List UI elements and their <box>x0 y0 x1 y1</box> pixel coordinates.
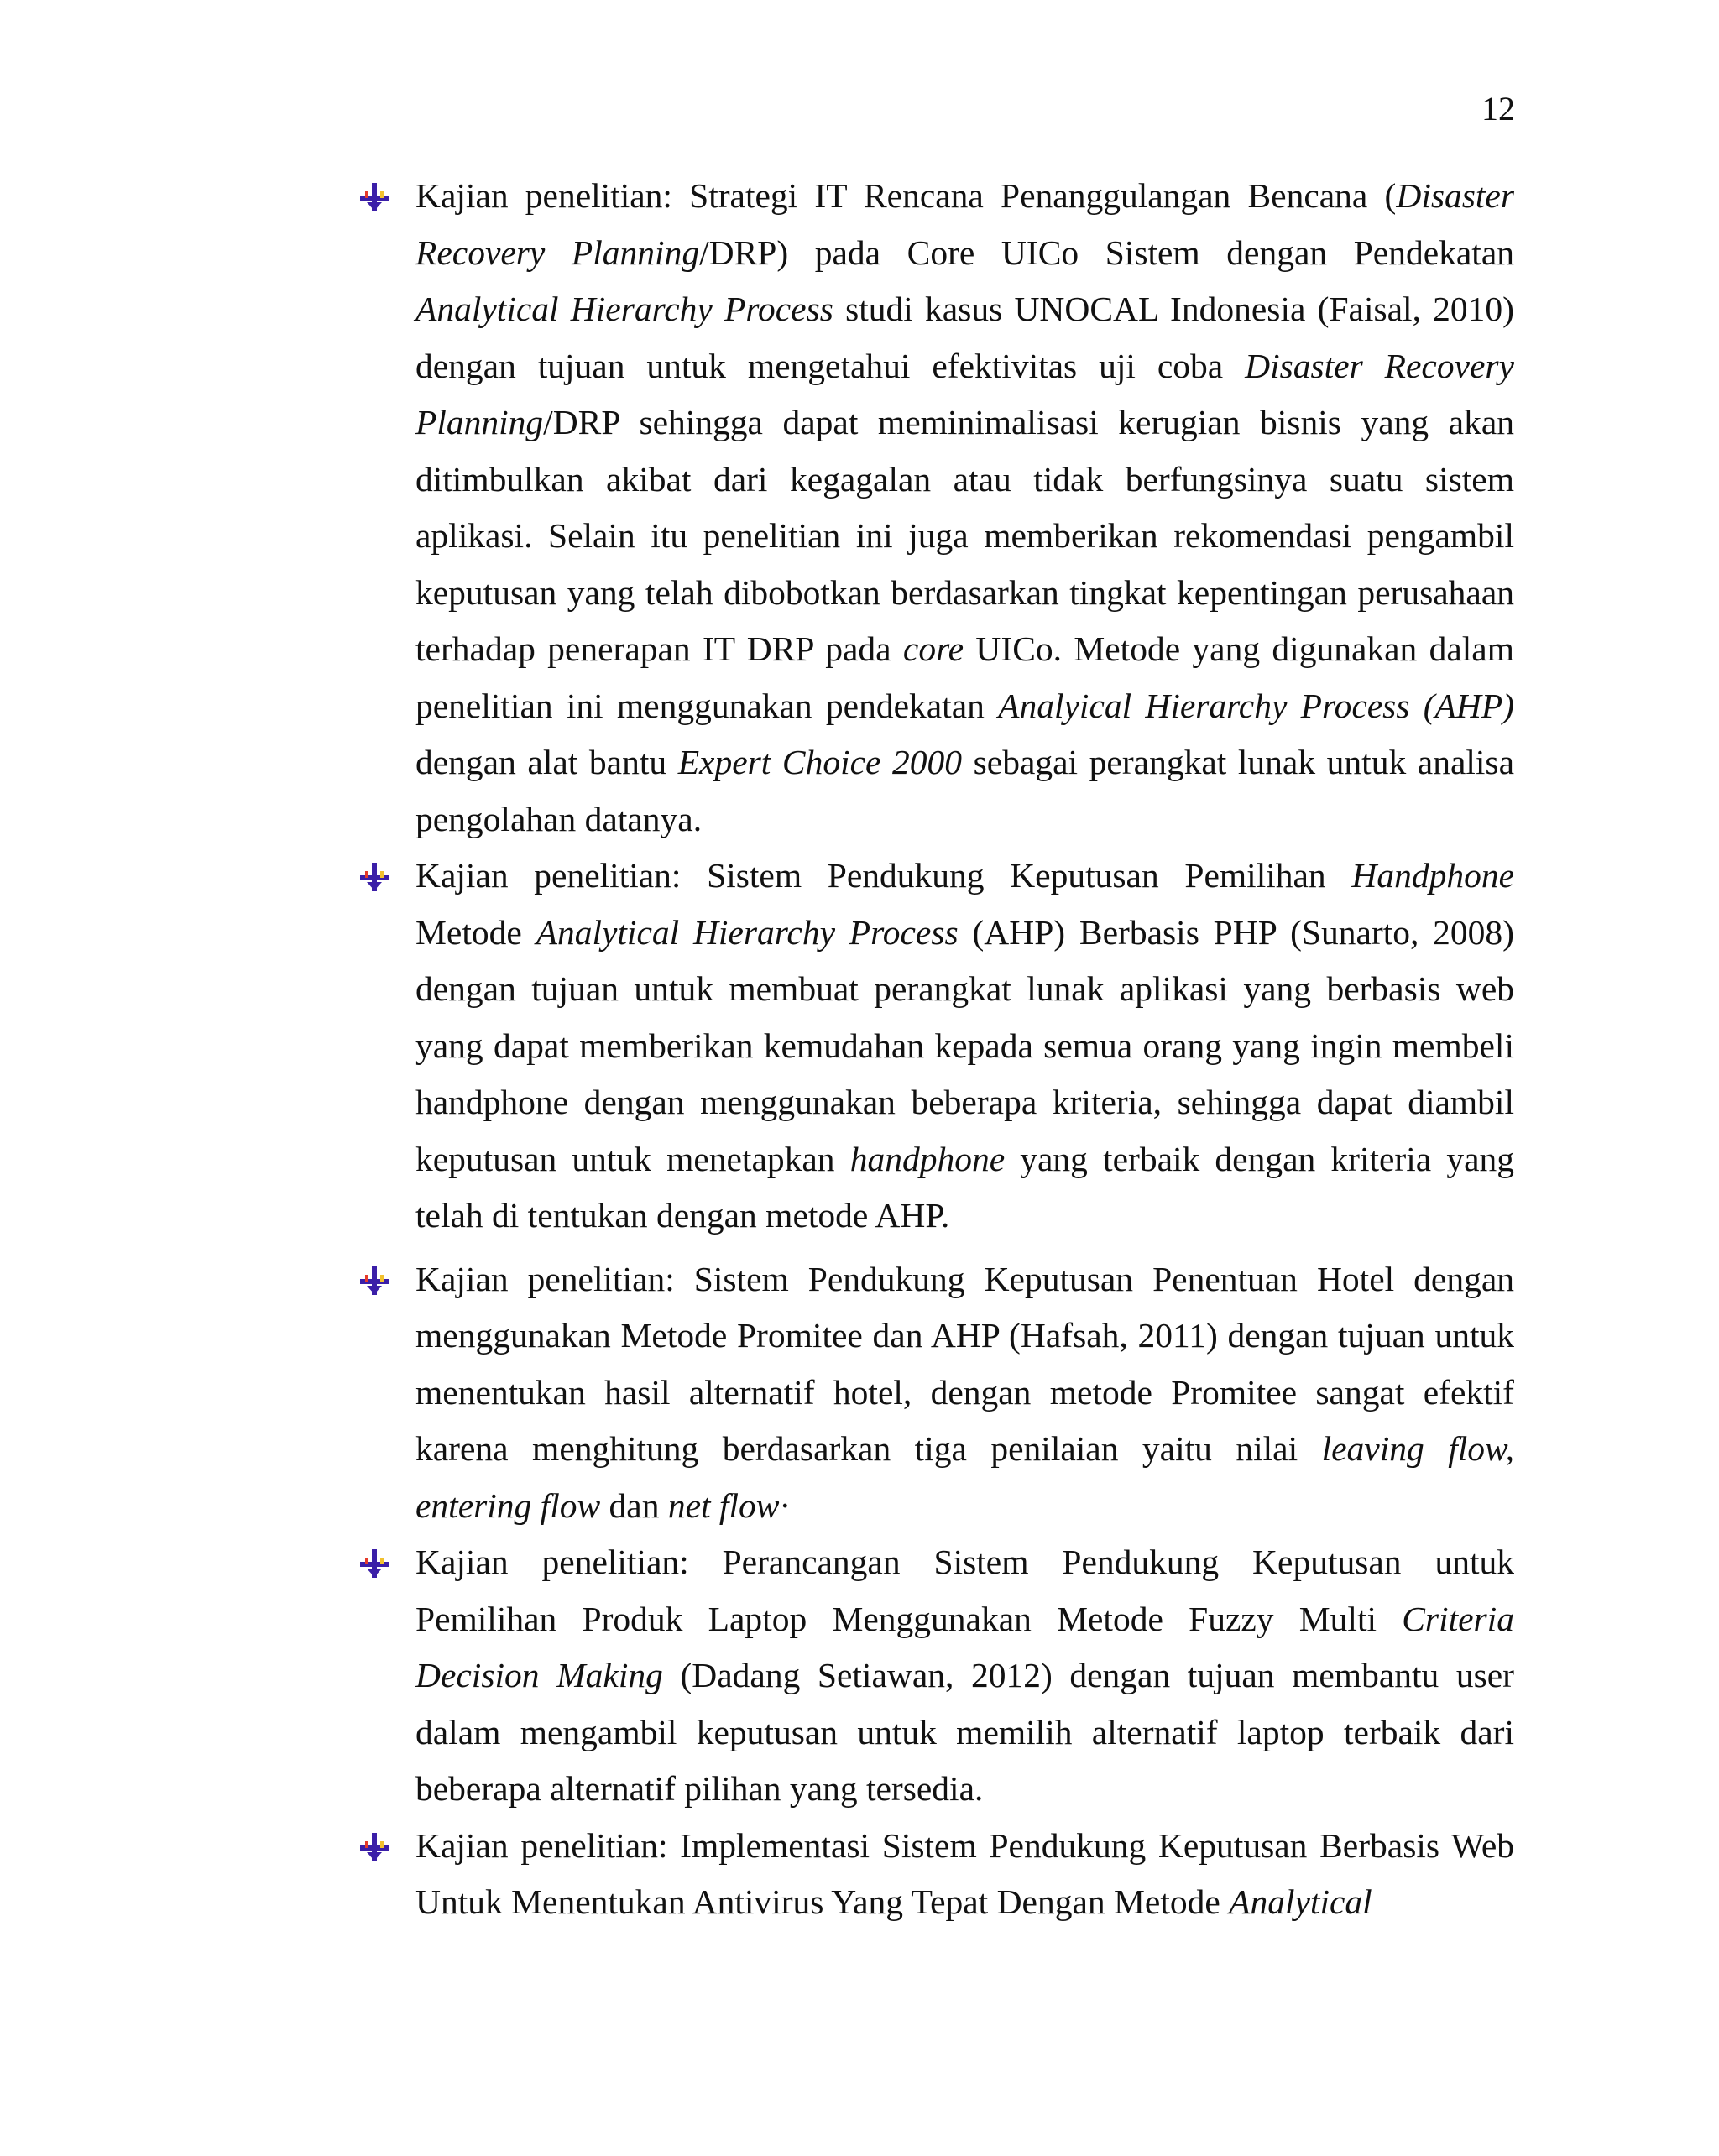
arrow-down-bullet-icon <box>358 1265 390 1297</box>
list-item-text: Kajian penelitian: Strategi IT Rencana Penanggulangan Bencana (Disaster Recovery Planning/DRP) pada Core UICo Sistem dengan Pendekatan Analytical Hierarchy Process studi kasus UNOCAL Indonesia (Faisal, 2010) dengan tujuan untuk mengetahui efektivitas uji coba Disaster Recovery Planning/DRP sehingga dapat meminimalisasi kerugian bisnis yang akan ditimbulkan akibat dari kegagalan atau tidak berfungsinya suatu sistem aplikasi. Selain itu penelitian ini juga memberikan rekomendasi pengambil keputusan yang telah dibobotkan berdasarkan tingkat kepentingan perusahaan terhadap penerapan IT DRP pada core UICo. Metode yang digunakan dalam penelitian ini menggunakan pendekatan Analyical Hierarchy Process (AHP) dengan alat bantu Expert Choice 2000 sebagai perangkat lunak untuk analisa pengolahan datanya. <box>415 176 1515 838</box>
arrow-down-bullet-icon <box>358 1831 390 1863</box>
list-item-text: Kajian penelitian: Sistem Pendukung Keputusan Pemilihan Handphone Metode Analytical Hierarchy Process (AHP) Berbasis PHP (Sunarto, 2008) dengan tujuan untuk membuat perangkat lunak aplikasi yang berbasis web yang dapat memberikan kemudahan kepada semua orang yang ingin membeli handphone dengan menggunakan beberapa kriteria, sehingga dapat diambil keputusan untuk menetapkan handphone yang terbaik dengan kriteria yang telah di tentukan dengan metode AHP. <box>415 856 1514 1235</box>
list-item-text: Kajian penelitian: Implementasi Sistem Pendukung Keputusan Berbasis Web Untuk Menentukan Antivirus Yang Tepat Dengan Metode Analytical <box>415 1825 1514 1921</box>
list-item <box>358 168 1514 848</box>
list-item <box>358 1818 1514 1931</box>
arrow-down-bullet-icon <box>358 861 390 893</box>
list-item <box>358 848 1514 1245</box>
page-number: 12 <box>1481 90 1515 128</box>
list-item <box>358 1534 1514 1818</box>
list-item <box>358 1251 1514 1535</box>
arrow-down-bullet-icon <box>358 1548 390 1579</box>
arrow-down-bullet-icon <box>358 181 390 213</box>
list-item-text: Kajian penelitian: Perancangan Sistem Pendukung Keputusan untuk Pemilihan Produk Laptop Menggunakan Metode Fuzzy Multi Criteria Decision Making (Dadang Setiawan, 2012) dengan tujuan membantu user dalam mengambil keputusan untuk memilih alternatif laptop terbaik dari beberapa alternatif pilihan yang tersedia. <box>415 1543 1514 1808</box>
research-review-list <box>358 168 1514 1931</box>
list-item-text: Kajian penelitian: Sistem Pendukung Keputusan Penentuan Hotel dengan menggunakan Metode Promitee dan AHP (Hafsah, 2011) dengan tujuan untuk menentukan hasil alternatif hotel, dengan metode Promitee sangat efektif karena menghitung berdasarkan tiga penilaian yaitu nilai leaving flow, entering flow dan net flow· <box>415 1259 1514 1525</box>
